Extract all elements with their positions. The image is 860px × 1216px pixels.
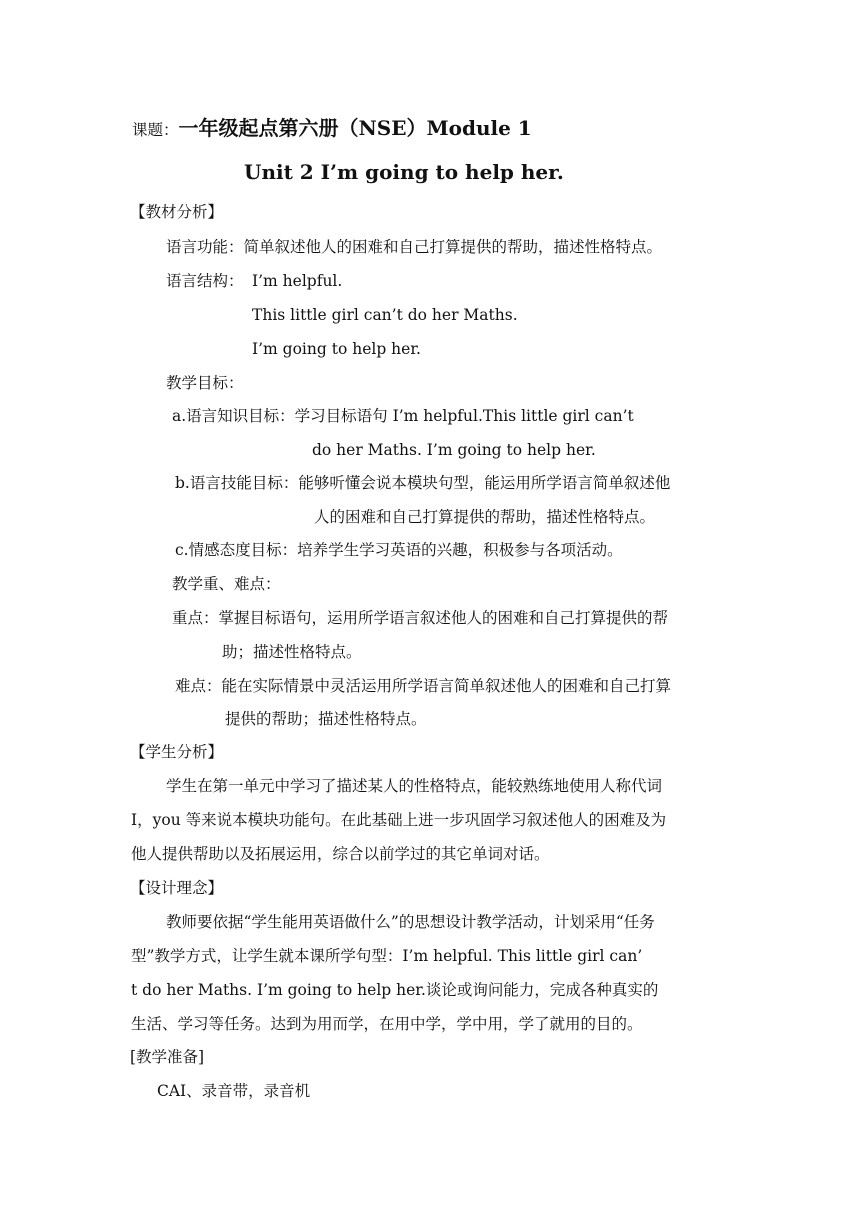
- language-function: 语言功能：简单叙述他人的困难和自己打算提供的帮助，描述性格特点。: [166, 238, 663, 256]
- title-line-1: [132, 114, 532, 144]
- language-structure-label: 语言结构：: [166, 272, 244, 290]
- difficult-point-line-1: 难点：能在实际情景中灵活运用所学语言简单叙述他人的困难和自己打算: [175, 677, 672, 695]
- objectives-label: 教学目标：: [166, 374, 244, 392]
- student-analysis-line-3: 他人提供帮助以及拓展运用，综合以前学过的其它单词对话。: [131, 845, 550, 863]
- objective-b-line-1: b.语言技能目标：能够听懂会说本模块句型，能运用所学语言简单叙述他: [175, 474, 671, 492]
- student-analysis-line-1: 学生在第一单元中学习了描述某人的性格特点，能较熟练地使用人称代词: [166, 777, 663, 795]
- structure-1: I’m helpful.: [252, 272, 343, 290]
- key-point-line-2: 助；描述性格特点。: [222, 643, 362, 661]
- design-concept-line-2: 型”教学方式，让学生就本课所学句型：I’m helpful. This little girl can’: [131, 947, 643, 965]
- key-point-line-1: 重点：掌握目标语句，运用所学语言叙述他人的困难和自己打算提供的帮: [172, 609, 669, 627]
- unit-title: Unit 2 I’m going to help her.: [244, 160, 564, 184]
- objective-a-line-2: do her Maths. I’m going to help her.: [312, 441, 596, 459]
- objective-b-line-2: 人的困难和自己打算提供的帮助，描述性格特点。: [314, 508, 656, 526]
- design-concept-line-4: 生活、学习等任务。达到为用而学，在用中学，学中用，学了就用的目的。: [131, 1015, 643, 1033]
- section-heading-preparation: [教学准备]: [130, 1048, 205, 1066]
- title-prefix: 课题：: [132, 121, 179, 139]
- student-analysis-line-2: I，you 等来说本模块功能句。在此基础上进一步巩固学习叙述他人的困难及为: [131, 811, 667, 829]
- objective-a-line-1: a.语言知识目标：学习目标语句 I’m helpful.This little girl can’t: [172, 407, 634, 425]
- structure-2: This little girl can’t do her Maths.: [252, 306, 518, 324]
- section-heading-design-concept: 【设计理念】: [130, 879, 224, 897]
- preparation-items: CAI、录音带，录音机: [157, 1082, 311, 1100]
- course-title: 一年级起点第六册（NSE）Module 1: [178, 116, 532, 140]
- key-difficult-label: 教学重、难点：: [172, 575, 281, 593]
- design-concept-line-3: t do her Maths. I’m going to help her.谈论或询问能力，完成各种真实的: [131, 981, 659, 999]
- design-concept-line-1: 教师要依据“学生能用英语做什么”的思想设计教学活动，计划采用“任务: [166, 913, 655, 931]
- objective-c: c.情感态度目标：培养学生学习英语的兴趣，积极参与各项活动。: [175, 541, 623, 559]
- structure-3: I’m going to help her.: [252, 340, 421, 358]
- difficult-point-line-2: 提供的帮助；描述性格特点。: [225, 710, 427, 728]
- section-heading-textbook-analysis: 【教材分析】: [130, 203, 224, 221]
- section-heading-student-analysis: 【学生分析】: [130, 743, 224, 761]
